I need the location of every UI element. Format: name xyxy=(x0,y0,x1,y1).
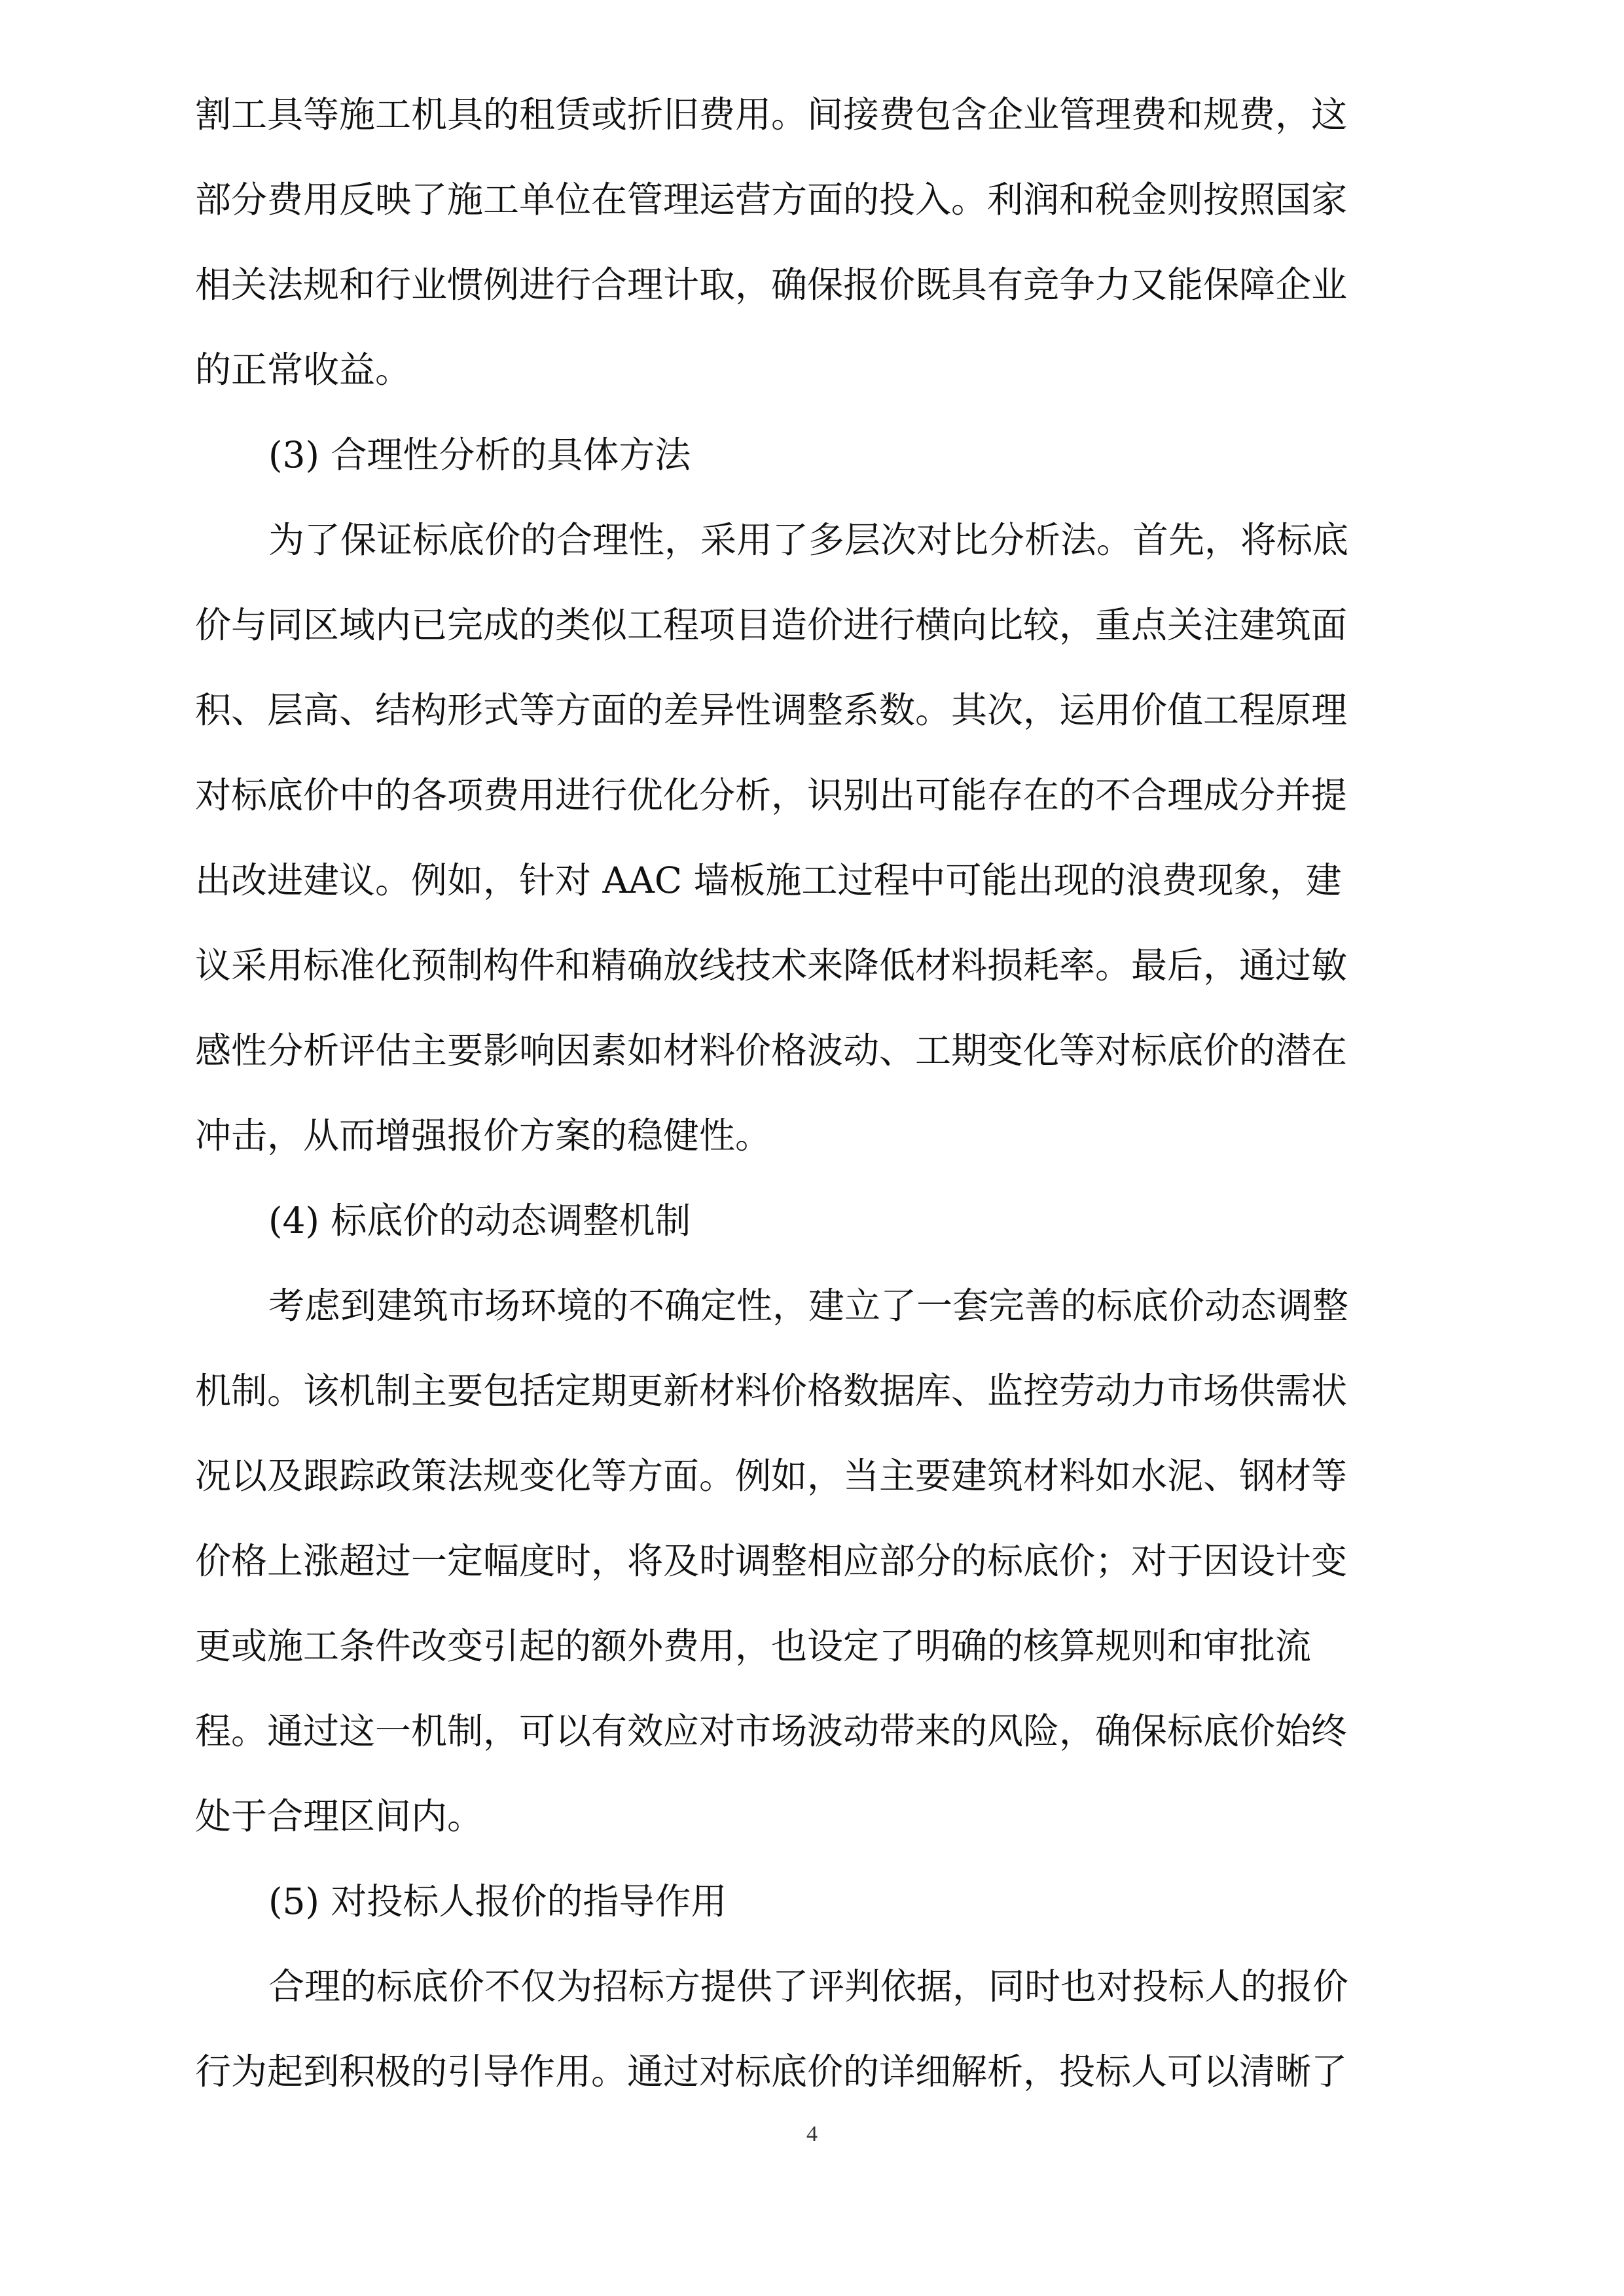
section-5-paragraph xyxy=(195,1944,1429,2114)
text-line: 行为起到积极的引导作用。通过对标底价的详细解析，投标人可以清晰了 xyxy=(195,2051,1348,2092)
page-number: 4 xyxy=(806,2122,818,2146)
document-page xyxy=(195,72,1429,2114)
text-line: 冲击，从而增强报价方案的稳健性。 xyxy=(195,1115,772,1157)
text-line: 况以及跟踪政策法规变化等方面。例如，当主要建筑材料如水泥、钢材等 xyxy=(195,1455,1348,1497)
text-line: 合理的标底价不仅为招标方提供了评判依据，同时也对投标人的报价 xyxy=(268,1965,1349,2007)
section-heading-3: (3) 合理性分析的具体方法 xyxy=(268,434,691,476)
text-line: 感性分析评估主要影响因素如材料价格波动、工期变化等对标底价的潜在 xyxy=(195,1030,1348,1071)
text-line: 处于合理区间内。 xyxy=(195,1795,484,1837)
section-3-paragraph xyxy=(195,497,1429,1178)
text-line: 机制。该机制主要包括定期更新材料价格数据库、监控劳动力市场供需状 xyxy=(195,1370,1348,1412)
text-line: 为了保证标底价的合理性，采用了多层次对比分析法。首先，将标底 xyxy=(268,519,1349,561)
text-line: 更或施工条件改变引起的额外费用，也设定了明确的核算规则和审批流 xyxy=(195,1625,1312,1667)
text-line: 程。通过这一机制，可以有效应对市场波动带来的风险，确保标底价始终 xyxy=(195,1710,1348,1752)
text-line: 对标底价中的各项费用进行优化分析，识别出可能存在的不合理成分并提 xyxy=(195,774,1348,816)
text-line: 积、层高、结构形式等方面的差异性调整系数。其次，运用价值工程原理 xyxy=(195,689,1348,731)
text-line: 议采用标准化预制构件和精确放线技术来降低材料损耗率。最后，通过敏 xyxy=(195,944,1348,986)
text-line: 价格上涨超过一定幅度时，将及时调整相应部分的标底价；对于因设计变 xyxy=(195,1540,1348,1582)
section-heading-5: (5) 对投标人报价的指导作用 xyxy=(268,1880,727,1922)
section-heading-4: (4) 标底价的动态调整机制 xyxy=(268,1200,691,1242)
text-line: 的正常收益。 xyxy=(195,349,412,391)
text-line: 部分费用反映了施工单位在管理运营方面的投入。利润和税金则按照国家 xyxy=(195,179,1348,221)
text-line: 考虑到建筑市场环境的不确定性，建立了一套完善的标底价动态调整 xyxy=(268,1285,1349,1327)
text-line: 相关法规和行业惯例进行合理计取，确保报价既具有竞争力又能保障企业 xyxy=(195,264,1348,306)
text-line: 出改进建议。例如，针对 AAC 墙板施工过程中可能出现的浪费现象，建 xyxy=(195,859,1342,901)
section-4-paragraph xyxy=(195,1263,1429,1859)
text-line: 割工具等施工机具的租赁或折旧费用。间接费包含企业管理费和规费，这 xyxy=(195,94,1348,135)
text-line: 价与同区域内已完成的类似工程项目造价进行横向比较，重点关注建筑面 xyxy=(195,604,1348,646)
paragraph-continuation xyxy=(195,72,1429,412)
